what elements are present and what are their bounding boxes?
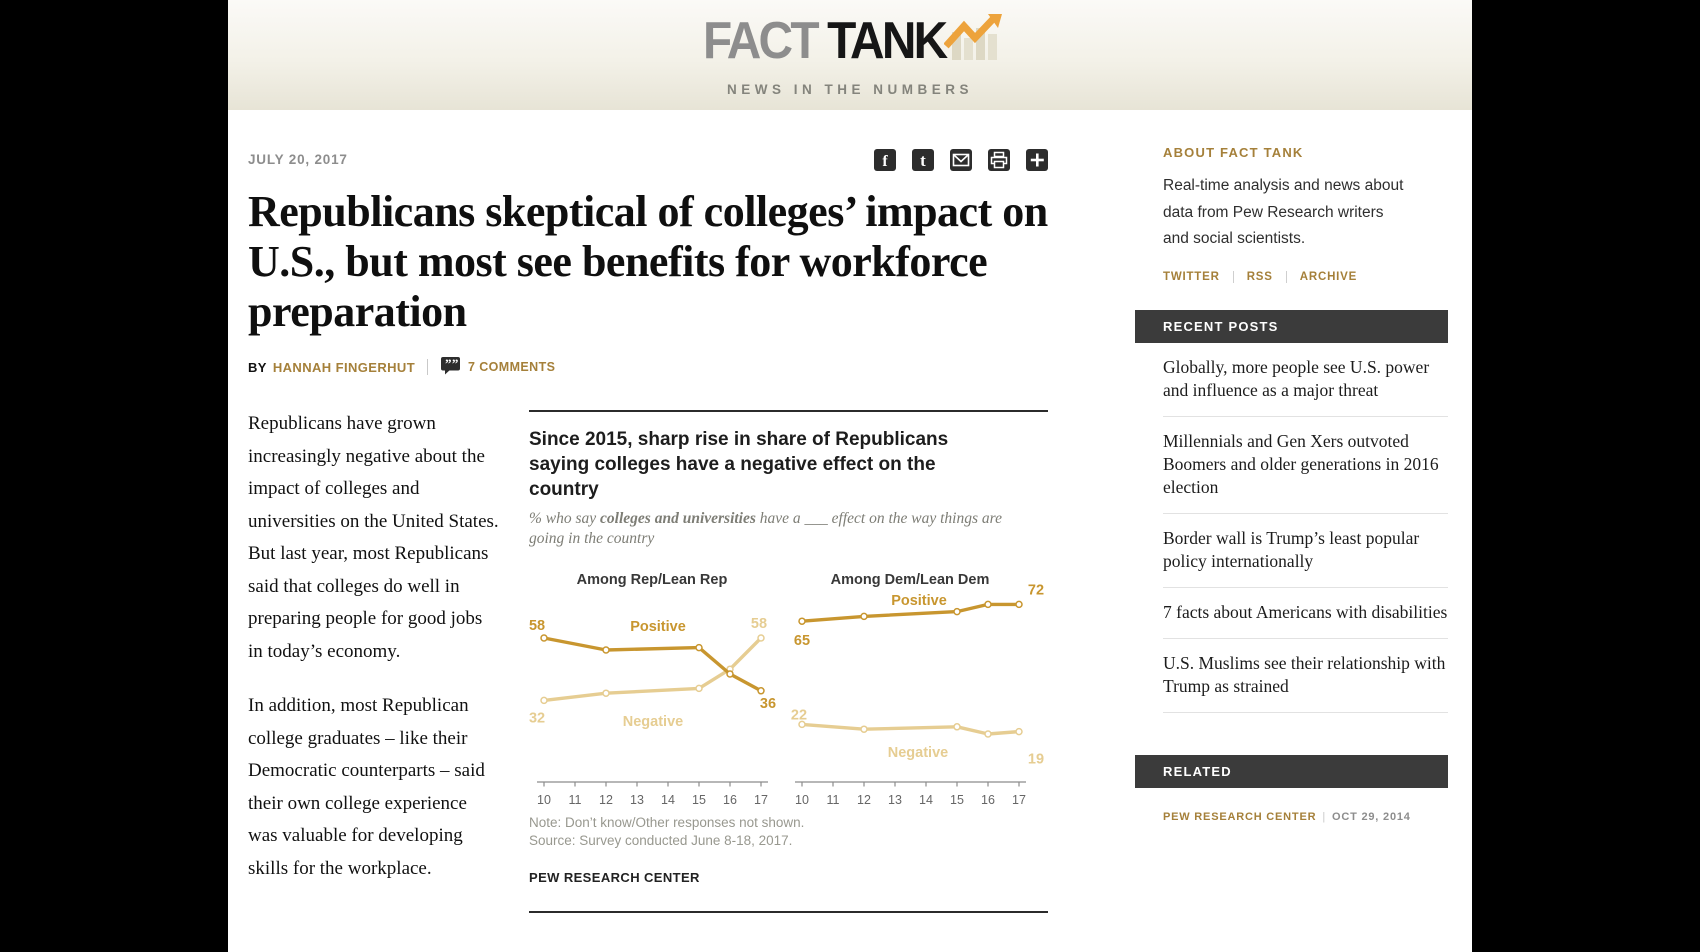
related-item-meta xyxy=(1163,807,1418,827)
chart-subtitle: % who say colleges and universities have a ___ effect on the way things are going in the country xyxy=(529,510,1002,547)
svg-text:22: 22 xyxy=(790,707,808,724)
byline xyxy=(248,356,1048,378)
svg-text:14: 14 xyxy=(919,793,933,806)
svg-text:36: 36 xyxy=(759,695,777,712)
recent-post-link[interactable]: Globally, more people see U.S. power and influence as a major threat xyxy=(1163,343,1448,417)
about-facttank-title: ABOUT FACT TANK xyxy=(1163,145,1304,160)
svg-text:65: 65 xyxy=(793,633,811,650)
facebook-icon[interactable] xyxy=(874,149,896,171)
svg-text:14: 14 xyxy=(661,793,675,806)
recent-post-link[interactable]: 7 facts about Americans with disabilities xyxy=(1163,588,1448,639)
svg-text:15: 15 xyxy=(692,793,706,806)
link-divider xyxy=(1286,271,1287,283)
archive-link[interactable]: ARCHIVE xyxy=(1299,270,1358,283)
article-title: Republicans skeptical of colleges’ impact on U.S., but most see benefits for workforce preparation xyxy=(248,187,1048,336)
twitter-link[interactable]: TWITTER xyxy=(1163,270,1220,283)
recent-post-link[interactable]: U.S. Muslims see their relationship with Trump as strained xyxy=(1163,639,1448,713)
college-effect-chart xyxy=(529,553,1048,806)
svg-text:Negative: Negative xyxy=(887,745,949,761)
share-plus-icon[interactable] xyxy=(1026,149,1048,171)
chart-title: Since 2015, sharp rise in share of Republicans saying colleges have a negative effect on the country xyxy=(529,429,949,500)
chart-card xyxy=(529,410,1048,913)
comments-link[interactable]: 7 COMMENTS xyxy=(468,360,556,374)
paragraph-2: In addition, most Republican college graduates – like their Democratic counterparts – said their own college experience was valuable for developing skills for the workplace. xyxy=(248,695,485,879)
print-icon[interactable] xyxy=(988,149,1010,171)
svg-text:t: t xyxy=(920,150,926,170)
svg-text:f: f xyxy=(882,152,888,170)
line-chart-icon xyxy=(944,14,1002,65)
svg-text:12: 12 xyxy=(599,793,613,806)
svg-text:13: 13 xyxy=(630,793,644,806)
byline-prefix: BY xyxy=(248,359,267,375)
article-date: JULY 20, 2017 xyxy=(248,152,348,167)
twitter-icon[interactable] xyxy=(912,149,934,171)
recent-posts-list xyxy=(1135,343,1448,713)
svg-text:Among Rep/Lean Rep: Among Rep/Lean Rep xyxy=(576,572,728,588)
email-icon[interactable] xyxy=(950,149,972,171)
related-header: RELATED xyxy=(1135,755,1448,788)
svg-text:Among Dem/Lean Dem: Among Dem/Lean Dem xyxy=(830,572,990,588)
svg-text:Negative: Negative xyxy=(622,714,684,730)
chart-note: Note: Don’t know/Other responses not shown. Source: Survey conducted June 8-18, 2017. xyxy=(529,815,805,848)
logo-tank-text: TANK xyxy=(826,12,946,70)
link-divider xyxy=(1233,271,1234,283)
site-tagline: NEWS IN THE NUMBERS xyxy=(726,82,973,97)
related-date: OCT 29, 2014 xyxy=(1332,810,1411,823)
svg-text:13: 13 xyxy=(888,793,902,806)
about-links xyxy=(1163,271,1448,283)
recent-posts-header: RECENT POSTS xyxy=(1135,310,1448,343)
svg-text:15: 15 xyxy=(950,793,964,806)
facttank-logo[interactable] xyxy=(228,12,1472,70)
article xyxy=(248,110,1048,913)
svg-text:19: 19 xyxy=(1027,751,1045,768)
comment-bubble-icon[interactable] xyxy=(440,356,461,378)
site-header xyxy=(228,0,1472,110)
about-facttank-text: Real-time analysis and news about data from Pew Research writers and social scientists. xyxy=(1163,177,1404,247)
byline-divider xyxy=(427,359,428,375)
svg-text:17: 17 xyxy=(1012,793,1026,806)
author-link[interactable]: HANNAH FINGERHUT xyxy=(272,359,416,375)
svg-text:12: 12 xyxy=(857,793,871,806)
svg-text:Positive: Positive xyxy=(630,619,686,635)
svg-text:16: 16 xyxy=(723,793,737,806)
svg-text:58: 58 xyxy=(750,616,768,632)
article-body xyxy=(248,408,1048,885)
recent-post-link[interactable]: Border wall is Trump’s least popular policy internationally xyxy=(1163,514,1448,588)
related-brand-link[interactable]: PEW RESEARCH CENTER xyxy=(1163,810,1317,823)
svg-text:16: 16 xyxy=(981,793,995,806)
svg-text:10: 10 xyxy=(537,793,551,806)
rss-link[interactable]: RSS xyxy=(1246,270,1273,283)
svg-text:””: ”” xyxy=(445,356,459,371)
svg-text:58: 58 xyxy=(529,618,546,634)
svg-text:11: 11 xyxy=(568,793,582,806)
chart-brand: PEW RESEARCH CENTER xyxy=(529,870,700,885)
page-content xyxy=(228,0,1472,952)
recent-post-link[interactable]: Millennials and Gen Xers outvoted Boomers and older generations in 2016 election xyxy=(1163,417,1448,514)
sidebar xyxy=(1135,145,1448,827)
svg-text:72: 72 xyxy=(1027,582,1045,599)
svg-text:10: 10 xyxy=(795,793,809,806)
svg-text:11: 11 xyxy=(826,793,840,806)
paragraph-1: Republicans have grown increasingly negative about the impact of colleges and universities on the United States. But last year, most Republicans said that colleges do well in preparing people for good jobs in today’s economy. xyxy=(248,413,499,662)
logo-fact-text: FACT xyxy=(702,12,817,70)
svg-text:Positive: Positive xyxy=(891,593,947,609)
share-toolbar xyxy=(874,149,1048,171)
meta-divider: | xyxy=(1322,810,1326,823)
svg-text:32: 32 xyxy=(529,710,546,727)
svg-text:17: 17 xyxy=(754,793,768,806)
